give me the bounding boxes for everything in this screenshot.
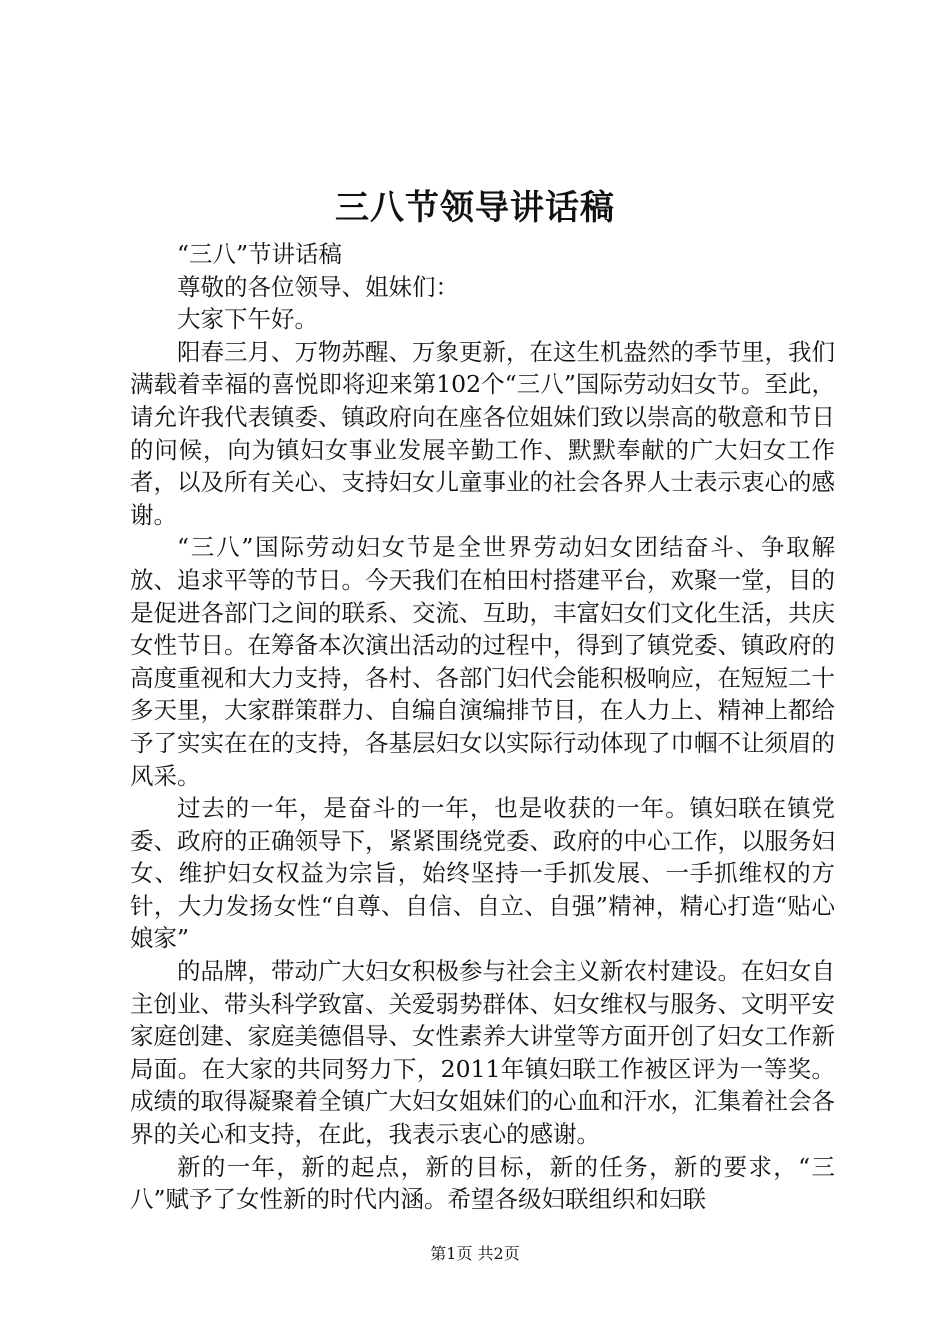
paragraph-heading: “三八”节讲话稿 — [177, 240, 343, 268]
document-title: 三八节领导讲话稿 — [335, 188, 615, 228]
paragraph: 的品牌，带动广大妇女积极参与社会主义新农村建设。在妇女自主创业、带头科学致富、关爱弱势群体、妇女维权与服务、文明平安家庭创建、家庭美德倡导、女性素养大讲堂等方面开创了妇女工作新局面。在大家的共同努力下，2011年镇妇联工作被区评为一等奖。成绩的取得凝聚着全镇广大妇女姐妹们的心血和汗水，汇集着社会各界的关心和支持，在此，我表示衷心的感谢。 — [130, 957, 835, 1149]
paragraph: 阳春三月、万物苏醒、万象更新，在这生机盎然的季节里，我们满载着幸福的喜悦即将迎来第102个“三八”国际劳动妇女节。至此，请允许我代表镇委、镇政府向在座各位姐妹们致以崇高的敬意和节日的问候，向为镇妇女事业发展辛勤工作、默默奉献的广大妇女工作者，以及所有关心、支持妇女儿童事业的社会各界人士表示衷心的感谢。 — [130, 337, 835, 529]
paragraph: 过去的一年，是奋斗的一年，也是收获的一年。镇妇联在镇党委、政府的正确领导下，紧紧围绕党委、政府的中心工作，以服务妇女、维护妇女权益为宗旨，始终坚持一手抓发展、一手抓维权的方针，大力发扬女性“自尊、自信、自立、自强”精神，精心打造“贴心娘家” — [130, 794, 835, 953]
document-body — [130, 238, 835, 1216]
paragraph: 新的一年，新的起点，新的目标，新的任务，新的要求，“三八”赋予了女性新的时代内涵。希望各级妇联组织和妇联 — [130, 1152, 835, 1214]
paragraph-greeting: 大家下午好。 — [177, 305, 318, 334]
paragraph-salutation: 尊敬的各位领导、姐妹们： — [177, 272, 459, 301]
page-number: 第1页 共2页 — [430, 1244, 520, 1263]
paragraph: “三八”国际劳动妇女节是全世界劳动妇女团结奋斗、争取解放、追求平等的节日。今天我们在柏田村搭建平台，欢聚一堂，目的是促进各部门之间的联系、交流、互助，丰富妇女们文化生活，共庆女性节日。在筹备本次演出活动的过程中，得到了镇党委、镇政府的高度重视和大力支持，各村、各部门妇代会能积极响应，在短短二十多天里，大家群策群力、自编自演编排节目，在人力上、精神上都给予了实实在在的支持，各基层妇女以实际行动体现了巾帼不让须眉的风采。 — [130, 533, 835, 790]
